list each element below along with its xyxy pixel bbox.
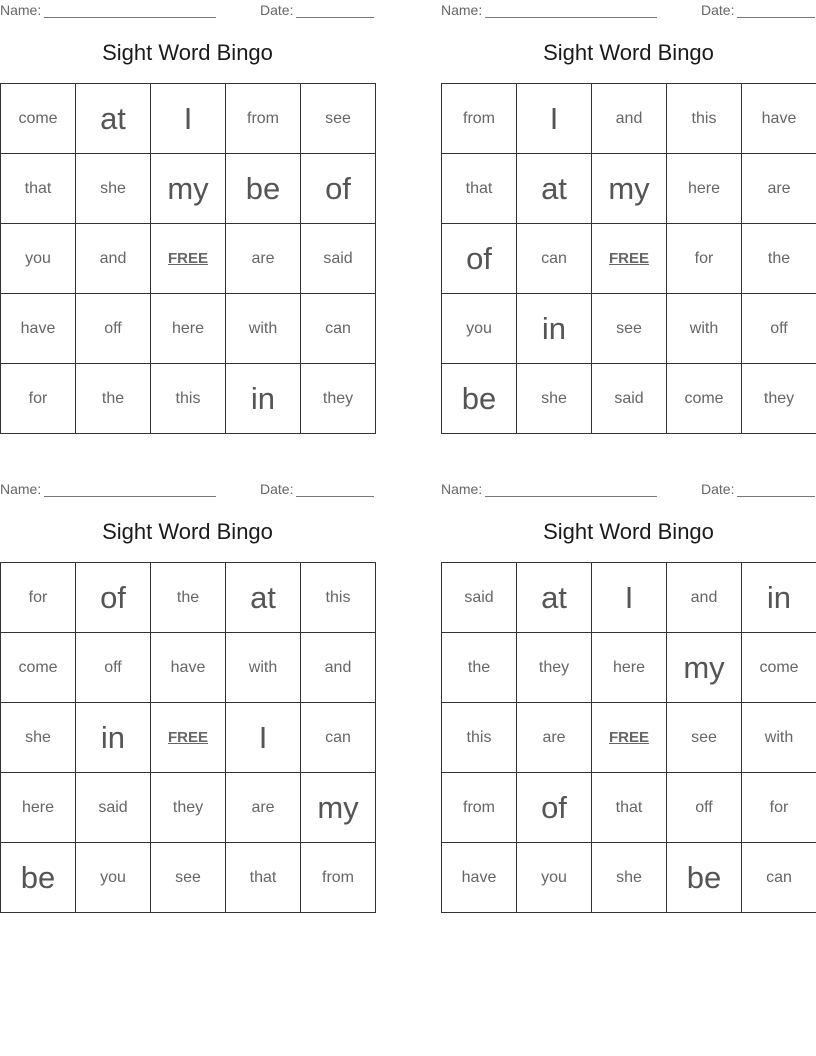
- bingo-row: [442, 154, 816, 224]
- bingo-cell: you: [76, 843, 151, 913]
- bingo-cell: this: [442, 703, 517, 773]
- bingo-cell: in: [76, 703, 151, 773]
- bingo-cell: and: [592, 84, 667, 154]
- free-space-cell: FREE: [592, 224, 667, 294]
- bingo-cell: are: [226, 773, 301, 843]
- bingo-row: [1, 364, 376, 434]
- bingo-cell: have: [151, 633, 226, 703]
- bingo-cell: this: [151, 364, 226, 434]
- bingo-cell: come: [1, 84, 76, 154]
- bingo-row: [1, 703, 376, 773]
- bingo-cell: I: [592, 563, 667, 633]
- name-line[interactable]: [485, 5, 657, 18]
- bingo-cell: here: [151, 294, 226, 364]
- bingo-cell: with: [226, 633, 301, 703]
- name-line[interactable]: [44, 484, 216, 497]
- bingo-cell: from: [226, 84, 301, 154]
- bingo-row: [1, 773, 376, 843]
- bingo-cell: they: [151, 773, 226, 843]
- bingo-cell: my: [592, 154, 667, 224]
- bingo-row: [1, 224, 376, 294]
- bingo-row: [442, 843, 816, 913]
- name-field[interactable]: [0, 2, 216, 18]
- bingo-cell: are: [517, 703, 592, 773]
- name-field[interactable]: [0, 481, 216, 497]
- bingo-cell: this: [667, 84, 742, 154]
- free-space-cell: FREE: [151, 703, 226, 773]
- name-label: Name:: [441, 481, 483, 497]
- bingo-cell: are: [226, 224, 301, 294]
- bingo-cell: be: [1, 843, 76, 913]
- bingo-cell: with: [226, 294, 301, 364]
- bingo-cell: come: [1, 633, 76, 703]
- name-line[interactable]: [44, 5, 216, 18]
- date-field[interactable]: [260, 2, 374, 18]
- bingo-cell: this: [301, 563, 376, 633]
- bingo-cell: the: [76, 364, 151, 434]
- bingo-card-2: [441, 0, 816, 435]
- bingo-row: [442, 224, 816, 294]
- bingo-cell: at: [517, 154, 592, 224]
- bingo-row: [1, 294, 376, 364]
- bingo-cell: see: [592, 294, 667, 364]
- bingo-cell: can: [301, 294, 376, 364]
- bingo-cell: can: [517, 224, 592, 294]
- bingo-cell: she: [517, 364, 592, 434]
- bingo-row: [442, 84, 816, 154]
- card-header: [0, 479, 375, 499]
- bingo-cell: with: [667, 294, 742, 364]
- bingo-cell: for: [667, 224, 742, 294]
- bingo-cell: that: [442, 154, 517, 224]
- bingo-cell: my: [301, 773, 376, 843]
- bingo-cell: you: [1, 224, 76, 294]
- bingo-card-1: [0, 0, 375, 435]
- bingo-cell: said: [76, 773, 151, 843]
- bingo-cell: for: [1, 563, 76, 633]
- bingo-cell: off: [76, 294, 151, 364]
- bingo-cell: of: [76, 563, 151, 633]
- bingo-row: [1, 84, 376, 154]
- bingo-cell: and: [301, 633, 376, 703]
- bingo-card-3: [0, 479, 375, 914]
- bingo-cell: in: [226, 364, 301, 434]
- bingo-cell: come: [667, 364, 742, 434]
- name-field[interactable]: [441, 481, 657, 497]
- bingo-cell: she: [1, 703, 76, 773]
- bingo-row: [442, 563, 816, 633]
- bingo-cell: my: [151, 154, 226, 224]
- bingo-cell: at: [226, 563, 301, 633]
- free-space-cell: FREE: [592, 703, 667, 773]
- date-label: Date:: [260, 481, 294, 497]
- bingo-cell: here: [1, 773, 76, 843]
- date-label: Date:: [260, 2, 294, 18]
- bingo-cell: the: [442, 633, 517, 703]
- bingo-cell: at: [76, 84, 151, 154]
- bingo-cell: in: [742, 563, 816, 633]
- date-line[interactable]: [737, 484, 815, 497]
- bingo-cell: and: [667, 563, 742, 633]
- bingo-cell: that: [1, 154, 76, 224]
- bingo-cell: that: [592, 773, 667, 843]
- bingo-row: [442, 703, 816, 773]
- bingo-cell: see: [151, 843, 226, 913]
- bingo-cell: off: [667, 773, 742, 843]
- bingo-cell: of: [301, 154, 376, 224]
- bingo-cell: said: [592, 364, 667, 434]
- bingo-cell: have: [442, 843, 517, 913]
- card-header: [0, 0, 375, 20]
- bingo-cell: you: [517, 843, 592, 913]
- bingo-cell: from: [442, 84, 517, 154]
- bingo-cell: come: [742, 633, 816, 703]
- bingo-cell: from: [301, 843, 376, 913]
- card-header: [441, 0, 816, 20]
- bingo-cell: she: [592, 843, 667, 913]
- bingo-cell: of: [517, 773, 592, 843]
- date-field[interactable]: [701, 2, 815, 18]
- name-field[interactable]: [441, 2, 657, 18]
- bingo-cell: here: [667, 154, 742, 224]
- date-field[interactable]: [701, 481, 815, 497]
- card-title: Sight Word Bingo: [543, 40, 714, 65]
- name-line[interactable]: [485, 484, 657, 497]
- bingo-cell: said: [442, 563, 517, 633]
- bingo-cell: for: [1, 364, 76, 434]
- bingo-cell: the: [151, 563, 226, 633]
- bingo-grid: [441, 83, 816, 434]
- bingo-cell: be: [667, 843, 742, 913]
- bingo-grid: [0, 83, 376, 434]
- bingo-cell: they: [301, 364, 376, 434]
- bingo-cell: have: [742, 84, 816, 154]
- date-line[interactable]: [737, 5, 815, 18]
- bingo-row: [1, 563, 376, 633]
- name-label: Name:: [0, 2, 42, 18]
- bingo-cell: that: [226, 843, 301, 913]
- bingo-cell: I: [226, 703, 301, 773]
- date-line[interactable]: [296, 484, 374, 497]
- bingo-card-4: [441, 479, 816, 914]
- bingo-cell: in: [517, 294, 592, 364]
- bingo-cell: I: [151, 84, 226, 154]
- bingo-cell: you: [442, 294, 517, 364]
- bingo-cell: see: [667, 703, 742, 773]
- bingo-cell: have: [1, 294, 76, 364]
- bingo-row: [1, 843, 376, 913]
- bingo-row: [1, 154, 376, 224]
- bingo-cell: are: [742, 154, 816, 224]
- bingo-cell: the: [742, 224, 816, 294]
- bingo-cell: off: [76, 633, 151, 703]
- bingo-row: [442, 294, 816, 364]
- card-title: Sight Word Bingo: [102, 40, 273, 65]
- bingo-row: [442, 773, 816, 843]
- free-space-cell: FREE: [151, 224, 226, 294]
- bingo-cell: be: [442, 364, 517, 434]
- bingo-cell: see: [301, 84, 376, 154]
- bingo-cell: can: [301, 703, 376, 773]
- bingo-grid: [0, 562, 376, 913]
- bingo-cell: they: [742, 364, 816, 434]
- bingo-row: [442, 633, 816, 703]
- bingo-cell: here: [592, 633, 667, 703]
- bingo-cell: for: [742, 773, 816, 843]
- bingo-cell: with: [742, 703, 816, 773]
- date-label: Date:: [701, 481, 735, 497]
- bingo-cell: can: [742, 843, 816, 913]
- bingo-cell: be: [226, 154, 301, 224]
- date-field[interactable]: [260, 481, 374, 497]
- bingo-cell: said: [301, 224, 376, 294]
- card-header: [441, 479, 816, 499]
- bingo-cell: my: [667, 633, 742, 703]
- card-title: Sight Word Bingo: [102, 519, 273, 544]
- bingo-cell: and: [76, 224, 151, 294]
- name-label: Name:: [0, 481, 42, 497]
- bingo-cell: I: [517, 84, 592, 154]
- date-line[interactable]: [296, 5, 374, 18]
- bingo-cell: off: [742, 294, 816, 364]
- card-title: Sight Word Bingo: [543, 519, 714, 544]
- date-label: Date:: [701, 2, 735, 18]
- bingo-cell: of: [442, 224, 517, 294]
- bingo-cell: at: [517, 563, 592, 633]
- name-label: Name:: [441, 2, 483, 18]
- bingo-cell: she: [76, 154, 151, 224]
- bingo-cell: they: [517, 633, 592, 703]
- bingo-row: [1, 633, 376, 703]
- bingo-row: [442, 364, 816, 434]
- bingo-cell: from: [442, 773, 517, 843]
- bingo-grid: [441, 562, 816, 913]
